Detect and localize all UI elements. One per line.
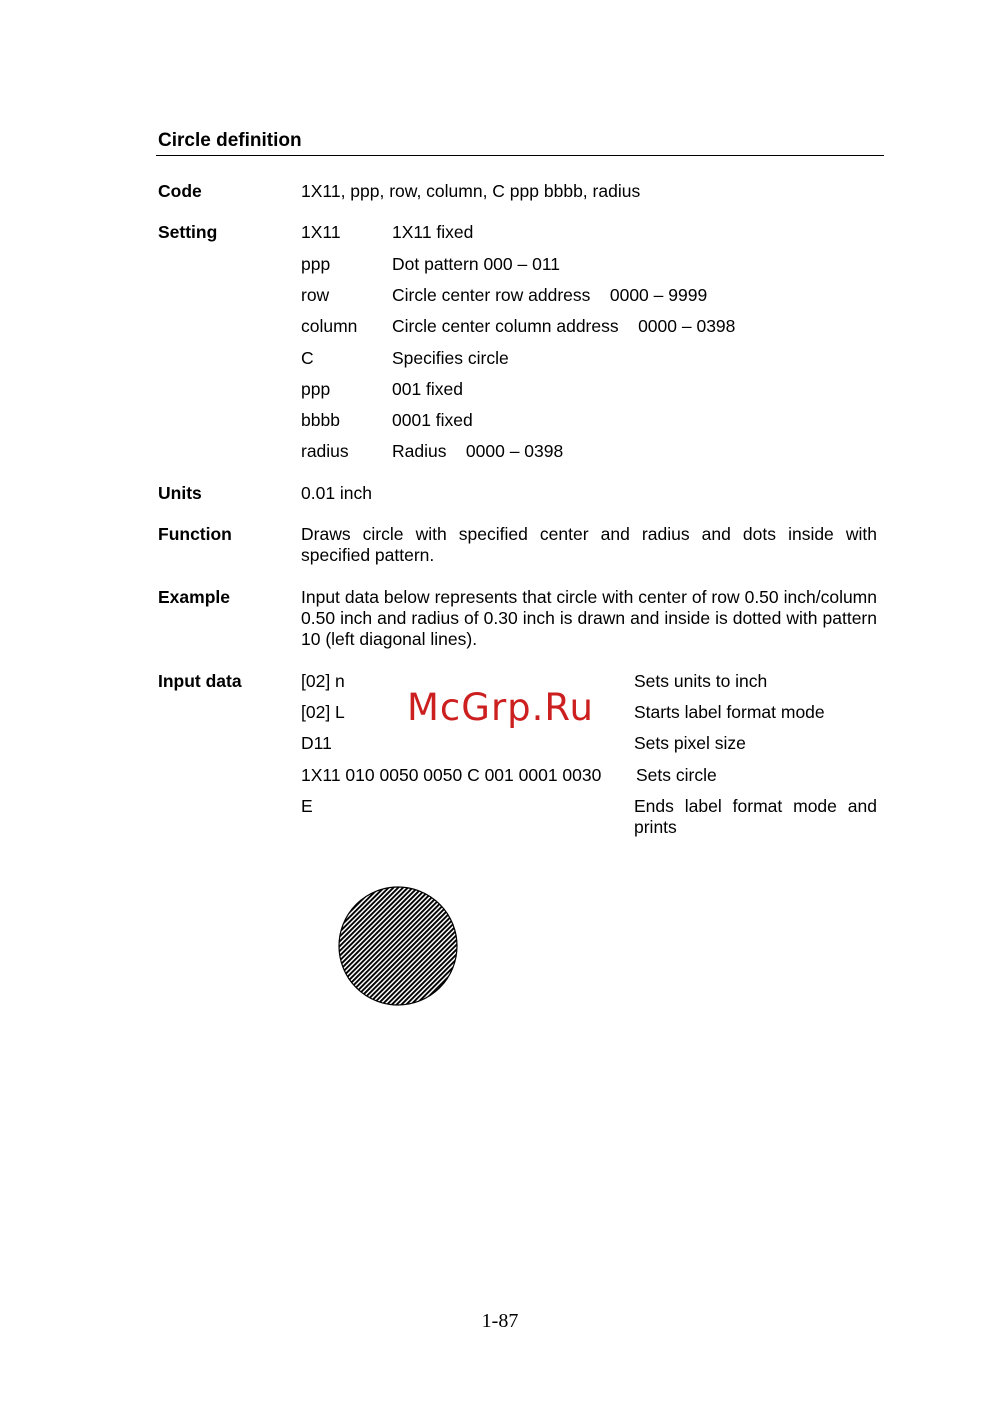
- input-desc: Starts label format mode: [634, 702, 825, 722]
- input-cmd: D11: [301, 733, 332, 753]
- input-desc: Sets circle: [636, 765, 717, 785]
- example-circle-figure: [337, 885, 459, 1007]
- setting-desc: 1X11 fixed: [392, 222, 474, 242]
- input-cmd: E: [301, 796, 313, 816]
- input-cmd: [02] n: [301, 671, 345, 691]
- setting-desc: Radius 0000 – 0398: [392, 441, 564, 461]
- input-desc: Sets units to inch: [634, 671, 768, 691]
- section-heading: Circle definition: [158, 130, 302, 151]
- page-number: 1-87: [481, 1310, 519, 1332]
- units-value: 0.01 inch: [301, 483, 373, 503]
- setting-desc: 001 fixed: [392, 379, 464, 399]
- input-desc: Sets pixel size: [634, 733, 746, 753]
- setting-label: Setting: [158, 222, 218, 242]
- setting-param: bbbb: [301, 410, 340, 430]
- input-cmd: [02] L: [301, 702, 345, 722]
- units-label: Units: [158, 483, 202, 503]
- code-value: 1X11, ppp, row, column, C ppp bbbb, radius: [301, 181, 641, 201]
- watermark: McGrp.Ru: [407, 686, 594, 729]
- setting-desc: Circle center row address 0000 – 9999: [392, 285, 708, 305]
- setting-param: C: [301, 348, 314, 368]
- example-label: Example: [158, 587, 230, 607]
- input-desc: Ends label format mode and prints: [634, 796, 877, 837]
- setting-desc: Dot pattern 000 – 011: [392, 254, 560, 274]
- setting-param: radius: [301, 441, 349, 461]
- function-label: Function: [158, 524, 232, 544]
- setting-param: ppp: [301, 254, 331, 274]
- setting-desc: Specifies circle: [392, 348, 509, 368]
- example-text: Input data below represents that circle with center of row 0.50 inch/column 0.50 inch and radius of 0.30 inch is drawn and inside is dotted with pattern 10 (left diagonal lines).: [301, 587, 877, 649]
- setting-param: row: [301, 285, 330, 305]
- setting-param: column: [301, 316, 358, 336]
- setting-desc: 0001 fixed: [392, 410, 473, 430]
- function-text: Draws circle with specified center and radius and dots inside with specified pattern.: [301, 524, 877, 565]
- input-cmd: 1X11 010 0050 0050 C 001 0001 0030: [301, 765, 602, 785]
- setting-param: ppp: [301, 379, 331, 399]
- setting-param: 1X11: [301, 222, 341, 242]
- heading-rule: [156, 155, 884, 156]
- hatched-circle: [337, 885, 459, 1007]
- code-label: Code: [158, 181, 202, 201]
- setting-desc: Circle center column address 0000 – 0398: [392, 316, 736, 336]
- input-data-label: Input data: [158, 671, 242, 691]
